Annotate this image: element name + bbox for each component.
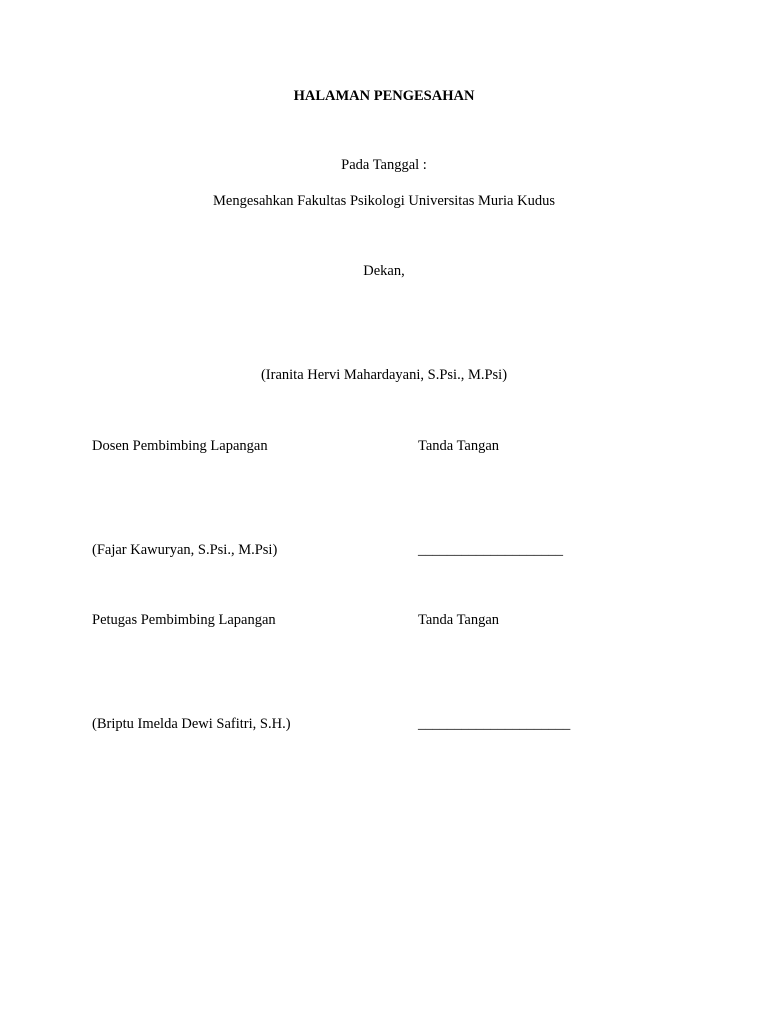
officer-signature-line: _____________________: [418, 716, 571, 732]
lecturer-signature-label: Tanda Tangan: [418, 438, 500, 454]
officer-name: (Briptu Imelda Dewi Safitri, S.H.): [92, 716, 291, 732]
approval-line: Mengesahkan Fakultas Psikologi Universitas Muria Kudus: [213, 193, 555, 209]
date-line: Pada Tanggal :: [341, 157, 427, 173]
page-title: HALAMAN PENGESAHAN: [293, 88, 475, 104]
dean-label: Dekan,: [363, 263, 405, 279]
lecturer-name: (Fajar Kawuryan, S.Psi., M.Psi): [92, 542, 278, 558]
lecturer-signature-line: ____________________: [418, 542, 563, 558]
officer-signature-label: Tanda Tangan: [418, 612, 500, 628]
lecturer-role-label: Dosen Pembimbing Lapangan: [92, 438, 268, 454]
dean-name: (Iranita Hervi Mahardayani, S.Psi., M.Psi): [260, 367, 508, 383]
officer-role-label: Petugas Pembimbing Lapangan: [92, 612, 276, 628]
